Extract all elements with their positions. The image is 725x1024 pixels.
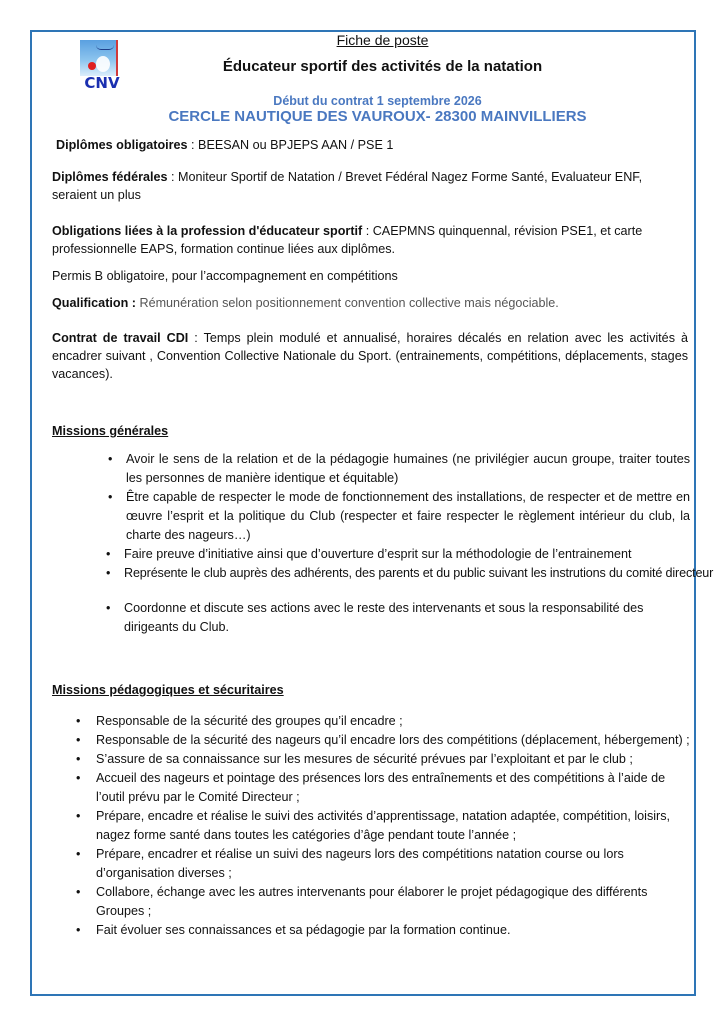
required-diplomas-label: Diplômes obligatoires <box>56 138 188 152</box>
list-item: • Coordonne et discute ses actions avec le reste des intervenants et sous la responsabilité des dirigeants du Club. <box>102 599 664 637</box>
list-item: • S’assure de sa connaissance sur les mesures de sécurité prévues par l’exploitant et par le club ; <box>76 750 694 769</box>
list-item: • Faire preuve d’initiative ainsi que d’ouverture d’esprit sur la méthodologie de l’entrainement <box>102 545 690 564</box>
qualification-value: Rémunération selon positionnement convention collective mais négociable. <box>135 296 559 310</box>
list-item: • Avoir le sens de la relation et de la pédagogie humaines (ne privilégier aucun groupe, traiter toutes les personnes de manière identique et équitable) <box>104 450 690 488</box>
federal-diplomas-value: : Moniteur Sportif de Natation / Brevet Fédéral Nagez Forme Santé, Evaluateur ENF, seraient un plus <box>52 170 643 202</box>
professional-obligations-label: Obligations liées à la profession d'éducateur sportif <box>52 224 363 238</box>
employment-contract-value: : Temps plein modulé et annualisé, horaires décalés en relation avec les activités à encadrer suivant , Convention Collective Nationale du Sport. (entrainements, compétitions, déplacements, stages vacances). <box>52 331 688 381</box>
job-title: Éducateur sportif des activités de la natation <box>222 58 543 75</box>
professional-obligations-value: : CAEPMNS quinquennal, révision PSE1, et carte professionnelle EAPS, formation continue liées aux diplômes. <box>52 224 643 256</box>
employment-contract <box>52 329 688 383</box>
contract-start-date: Début du contrat 1 septembre 2026 <box>273 94 482 108</box>
qualification-label: Qualification : <box>52 296 136 310</box>
list-item: • Représente le club auprès des adhérents, des parents et du public suivant les instrutions du comité directeur <box>102 564 690 583</box>
list-item: • Responsable de la sécurité des nageurs qu’il encadre lors des compétitions (déplacement, hébergement) ; <box>76 731 694 750</box>
section-heading-pedagogical-missions: Missions pédagogiques et sécuritaires <box>52 683 284 697</box>
professional-obligations <box>52 222 688 258</box>
qualification <box>52 294 692 312</box>
section-heading-general-missions: Missions générales <box>52 424 169 438</box>
driving-license: Permis B obligatoire, pour l’accompagnement en compétitions <box>52 269 398 283</box>
general-missions-list <box>104 450 714 637</box>
required-diplomas-value: : BEESAN ou BPJEPS AAN / PSE 1 <box>187 138 394 152</box>
list-item: • Être capable de respecter le mode de fonctionnement des installations, de respecter et de mettre en œuvre l’esprit et la politique du Club (respecter et faire respecter le règlement intérieur du club, la charte des nageurs…) <box>104 488 690 545</box>
required-diplomas <box>56 136 696 154</box>
list-item: • Collabore, échange avec les autres intervenants pour élaborer le projet pédagogique des différents Groupes ; <box>76 883 676 921</box>
pedagogical-missions-list <box>76 712 694 940</box>
federal-diplomas <box>52 168 688 204</box>
logo-text: CNV <box>84 74 120 92</box>
list-item: • Fait évoluer ses connaissances et sa pédagogie par la formation continue. <box>76 921 694 940</box>
list-item: • Prépare, encadre et réalise le suivi des activités d’apprentissage, natation adaptée, compétition, loisirs, nagez forme santé dans toutes les catégories d’âge pendant toute l’année ; <box>76 807 694 845</box>
document-type-label: Fiche de poste <box>336 32 429 48</box>
list-item: • Responsable de la sécurité des groupes qu’il encadre ; <box>76 712 694 731</box>
federal-diplomas-label: Diplômes fédérales <box>52 170 168 184</box>
employment-contract-label: Contrat de travail CDI <box>52 331 189 345</box>
list-item: • Prépare, encadrer et réalise un suivi des nageurs lors des compétitions natation course ou lors d’organisation diverses ; <box>76 845 656 883</box>
club-name: CERCLE NAUTIQUE DES VAUROUX- 28300 MAINVILLIERS <box>168 108 587 125</box>
list-item: • Accueil des nageurs et pointage des présences lors des entraînements et des compétitions à l’aide de l’outil prévu par le Comité Directeur ; <box>76 769 694 807</box>
